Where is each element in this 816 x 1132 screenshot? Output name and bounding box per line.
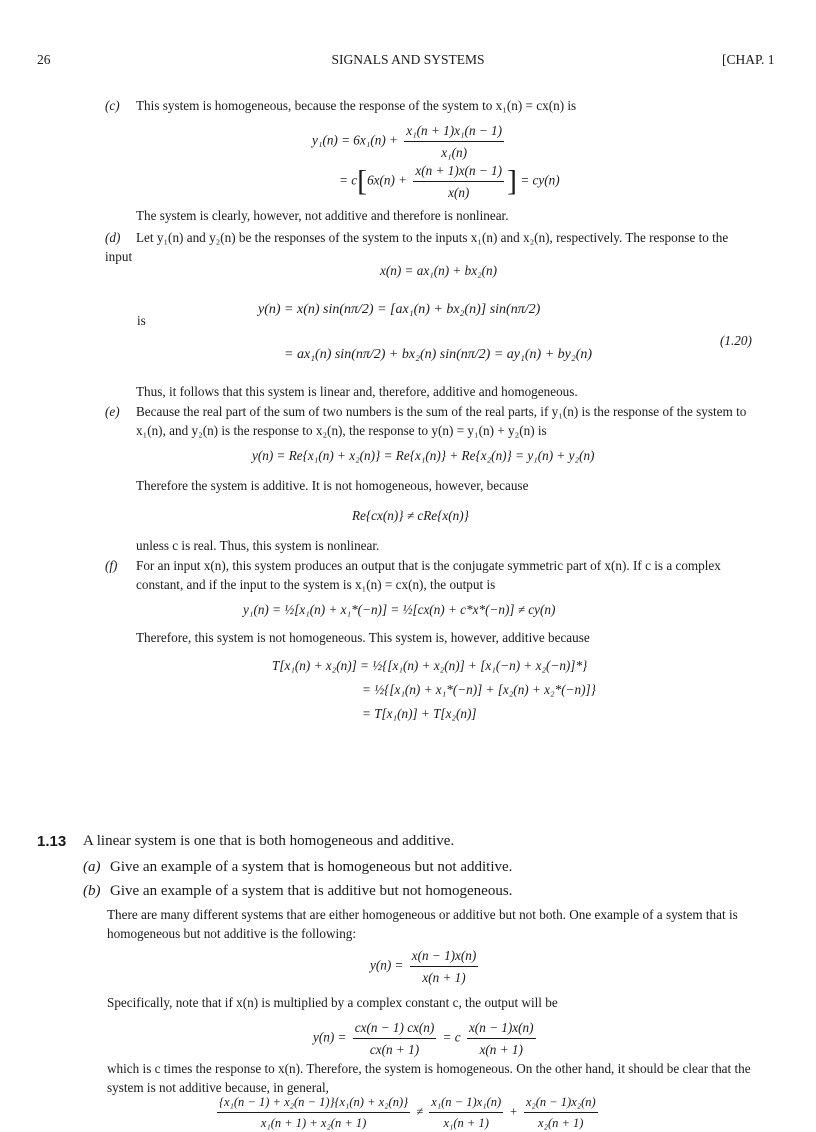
page-number: 26 [37, 52, 51, 67]
part-f-intro [105, 556, 755, 594]
solution-eq3-fraction-1 [217, 1093, 410, 1132]
part-e-intro [105, 402, 755, 440]
part-d-label: (d) [105, 230, 121, 245]
part-d-is-word: is [137, 313, 146, 328]
solution-equation-3 [214, 1093, 601, 1132]
part-c-eq2-rhs: = cy(n) [520, 172, 560, 188]
solution-eq3-fraction-3 [524, 1093, 598, 1132]
solution-eq3-not-equal: ≠ [416, 1104, 424, 1119]
solution-eq3-numerator-3: x₂(n − 1)x₂(n) [524, 1093, 598, 1113]
part-c-eq2-denominator: x(n) [448, 185, 470, 201]
part-c-label: (c) [105, 98, 120, 113]
part-f-equation-line-1: T[x₁(n) + x₂(n)] = ½{[x₁(n) + x₂(n)] + [x₁(−n) + x₂(−n)]*} [272, 658, 588, 673]
part-e-label: (e) [105, 404, 120, 419]
part-c-eq2-inner: 6x(n) + [367, 172, 408, 188]
part-c-eq1-fraction [404, 121, 504, 162]
part-c-intro [105, 96, 755, 115]
problem-part-a [83, 857, 512, 879]
part-e-conclusion: unless c is real. Thus, this system is nonlinear. [136, 538, 380, 553]
solution-eq1-fraction [410, 946, 479, 987]
solution-eq3-denominator-3: x₂(n + 1) [538, 1116, 584, 1131]
solution-eq2-middle: = c [442, 1029, 461, 1045]
part-f-label: (f) [105, 558, 118, 573]
part-e-text: Because the real part of the sum of two numbers is the sum of the real parts, if y₁(n) is the response of the system to x₁(n), and y₂(n) is the response to x₂(n), the response to y(n) = y₁(n) + y₂(n) is [136, 404, 747, 439]
solution-eq1-numerator: x(n − 1)x(n) [410, 946, 479, 967]
part-f-text: For an input x(n), this system produces an output that is the conjugate symmetric part of x(n). If c is a complex constant, and if the input to the system is x₁(n) = cx(n), the output is [136, 558, 721, 593]
solution-eq3-numerator-1: {x₁(n − 1) + x₂(n − 1)}{x₁(n) + x₂(n)} [217, 1093, 410, 1113]
part-f-middle-text: Therefore, this system is not homogeneous. This system is, however, additive because [136, 630, 590, 645]
problem-part-a-label: (a) [83, 859, 101, 875]
part-f-equation-line-3: = T[x₁(n)] + T[x₂(n)] [362, 706, 477, 721]
problem-part-a-text: Give an example of a system that is homogeneous but not additive. [110, 859, 513, 875]
part-d-equation-2: = ax₁(n) sin(nπ/2) + bx₂(n) sin(nπ/2) = ay₁(n) + by₂(n) [284, 347, 593, 362]
solution-equation-1 [370, 946, 481, 987]
part-d-conclusion: Thus, it follows that this system is linear and, therefore, additive and homogeneous. [136, 384, 578, 399]
solution-eq1-denominator: x(n + 1) [422, 970, 466, 986]
part-c-eq1-denominator: x₁(n) [441, 145, 468, 161]
part-f-equation-line-2: = ½{[x₁(n) + x₁*(−n)] + [x₂(n) + x₂*(−n)]} [362, 682, 596, 697]
part-c-eq2-fraction [413, 161, 504, 202]
part-d-text: Let y₁(n) and y₂(n) be the responses of the system to the inputs x₁(n) and x₂(n), respectively. The response to the input [105, 230, 729, 265]
part-e-middle-text: Therefore the system is additive. It is not homogeneous, however, because [136, 478, 529, 493]
solution-eq2-denominator-2: x(n + 1) [479, 1042, 523, 1058]
solution-eq3-denominator-1: x₁(n + 1) + x₂(n + 1) [260, 1116, 367, 1131]
solution-eq3-numerator-2: x₁(n − 1)x₁(n) [429, 1093, 503, 1113]
part-e-equation: y(n) = Re{x₁(n) + x₂(n)} = Re{x₁(n)} + Re{x₂(n)} = y₁(n) + y₂(n) [252, 448, 595, 463]
solution-eq2-denominator-1: cx(n + 1) [369, 1042, 420, 1058]
solution-eq2-numerator-1: cx(n − 1) cx(n) [353, 1018, 437, 1039]
solution-eq2-fraction-1 [353, 1018, 437, 1059]
problem-number: 1.13 [37, 833, 67, 850]
solution-eq1-lhs: y(n) = [370, 957, 404, 973]
problem-statement: A linear system is one that is both homogeneous and additive. [83, 833, 455, 849]
equation-number-1-20: (1.20) [720, 333, 752, 348]
part-c-equation-2: = c[6x(n) + $\frac{x(n + 1)x(n - 1)}{x(n)}$ ] = cy(n) [339, 161, 560, 202]
solution-paragraph-2: Specifically, note that if x(n) is multiplied by a complex constant c, the output will be [107, 995, 558, 1010]
solution-equation-2 [313, 1018, 539, 1059]
solution-eq3-fraction-2 [429, 1093, 503, 1132]
part-d-equation-1: y(n) = x(n) sin(nπ/2) = [ax₁(n) + bx₂(n)] sin(nπ/2) [258, 302, 541, 317]
running-title: SIGNALS AND SYSTEMS [331, 52, 485, 67]
problem-part-b-label: (b) [83, 883, 101, 899]
solution-eq2-numerator-2: x(n − 1)x(n) [467, 1018, 536, 1039]
solution-eq2-lhs: y(n) = [313, 1029, 347, 1045]
problem-part-b-text: Give an example of a system that is additive but not homogeneous. [110, 883, 513, 899]
part-c-eq2-numerator: x(n + 1)x(n − 1) [413, 161, 504, 182]
part-d-input-equation: x(n) = ax₁(n) + bx₂(n) [380, 263, 498, 278]
part-c-equation-1 [312, 121, 507, 162]
part-e-inequality: Re{cx(n)} ≠ cRe{x(n)} [352, 508, 469, 523]
solution-eq3-plus: + [509, 1104, 518, 1119]
part-c-eq2-lhs: = c [339, 172, 358, 188]
part-c-eq1-lhs: y₁(n) = 6x₁(n) + [312, 132, 398, 148]
part-c-eq1-numerator: x₁(n + 1)x₁(n − 1) [404, 121, 504, 142]
solution-paragraph-1: There are many different systems that are either homogeneous or additive but not both. One example of a system that is homogeneous but not additive is the following: [107, 907, 738, 942]
part-c-text: This system is homogeneous, because the response of the system to x₁(n) = cx(n) is [136, 98, 577, 113]
chapter-label: [CHAP. 1 [722, 52, 775, 67]
part-f-equation: y₁(n) = ½[x₁(n) + x₁*(−n)] = ½[cx(n) + c*x*(−n)] ≠ cy(n) [243, 602, 556, 617]
problem-part-b [83, 881, 512, 903]
solution-eq3-denominator-2: x₁(n + 1) [443, 1116, 489, 1131]
solution-paragraph-3: which is c times the response to x(n). Therefore, the system is homogeneous. On the other hand, it should be clear that the system is not additive because, in general, [107, 1061, 751, 1096]
solution-eq2-fraction-2 [467, 1018, 536, 1059]
part-c-conclusion: The system is clearly, however, not additive and therefore is nonlinear. [136, 208, 509, 223]
